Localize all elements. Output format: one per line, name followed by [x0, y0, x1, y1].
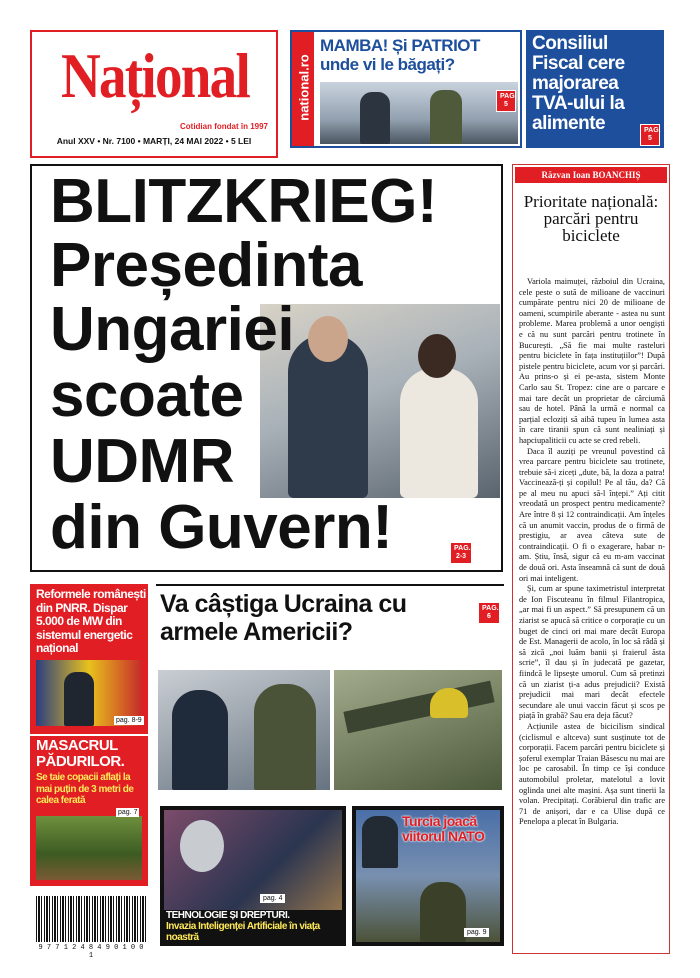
main-headline-line-5: UDMR [50, 427, 234, 496]
editorial-author: Răzvan Ioan BOANCHIȘ [541, 170, 641, 180]
person-zelensky [254, 684, 316, 790]
main-story-photo [260, 304, 500, 498]
main-headline-line-1: BLITZKRIEG! [50, 167, 438, 236]
tech-headline: TEHNOLOGIE ȘI DREPTURI. [166, 910, 290, 921]
side-paduri-headline: MASACRUL PĂDURILOR. [36, 737, 125, 770]
soldier-helmet [430, 688, 468, 718]
top-promo-page-badge[interactable]: PAG. 5 [496, 90, 516, 112]
issue-line: Anul XXV • Nr. 7100 • MARȚI, 24 MAI 2022 • 5 LEI [56, 136, 252, 146]
side-story-pnrr[interactable] [30, 584, 148, 734]
turcia-headline: Turcia joacă viitorul NATO [402, 813, 485, 844]
side-label-strip [292, 32, 314, 146]
turcia-page[interactable]: pag. 9 [464, 928, 489, 937]
top-right-page-badge[interactable]: PAG. 5 [640, 124, 660, 146]
main-headline-line-2: Președinta [50, 231, 363, 300]
side-pnrr-page[interactable]: pag. 8-9 [116, 717, 142, 724]
ukraine-page-badge[interactable]: PAG. 6 [478, 602, 500, 624]
barcode-bars [36, 896, 146, 942]
editorial-author-bar [515, 167, 667, 183]
editorial-paragraph: Variola maimuței, războiul din Ucraina, cele peste o sută de milioane de vaccinuri cumpărate pentru nici 20 de milioane de oameni, scumpirile aberante - astea nu sunt probleme. Marea problemă a unor oengiști e că nu sunt parcări pentru trotinete în București. „Să fie mai multe rasteluri pentru biciclete în fața instituțiilor”! După pistele pentru biciclete, acum vor și parcări. Au prins-o și ei pe-asta, sistem Monte Carlo sau St. Tropez: cine are o parcare e mai tare decât un proprietar de cârciumă sau de hotel. Până la urmă e normal ca parțial ecloziți să aibă tupeu în lumea asta în care tiranii spun că sunt nealiniați și hapciupaliticii cu acte se cred rebeli. [519, 277, 665, 445]
main-story-page-badge[interactable]: PAG. 2-3 [450, 542, 472, 564]
side-paduri-subhead: Se taie copacii aflați la mai puțin de 3 metri de calea ferată [36, 772, 134, 806]
launcher-shape [343, 681, 494, 734]
main-headline-line-4: scoate [50, 361, 244, 430]
tech-subhead: Invazia Inteligenței Artificiale în viața noastră [166, 921, 320, 943]
person-silhouette-2 [430, 90, 462, 144]
tech-page[interactable]: pag. 4 [260, 894, 285, 903]
tech-story[interactable] [160, 806, 346, 946]
barcode [36, 896, 146, 960]
editorial-paragraph: Și, cum ar spune taximetristul interpretat de Ion Fiscuteanu în filmul Filantropica, „ar mai fi un aspect.” Să presupunem că un ziarist se apucă să critice o corporație cu un buget de cinci ori mai mare decât Europa de Est. Managerii de acolo, în loc să râdă și să zică „noi luăm banii și fraierul ăsta scrie”, îl dau și în judecată pe gazetar, fiindcă le lipsește umorul. Cum să pretinzi că un ziarist ți-a adus prejudicii? Există prejudicii mai mari decât efectele secundare ale unui vaccin făcut și scos pe piață în grabă? Sau era deja făcut? [519, 584, 665, 721]
person-silhouette [64, 672, 94, 726]
main-headline-line-6: din Guvern! [50, 493, 393, 562]
side-story-paduri[interactable] [30, 736, 148, 886]
top-right-headline: Consiliul Fiscal cere majorarea TVA-ului la alimente [532, 33, 625, 134]
person-woman [400, 368, 478, 498]
masthead-logo: Național [60, 40, 250, 111]
main-headline-line-3: Ungariei [50, 295, 295, 364]
barcode-digits: 9 7 7 1 2 4 8 4 9 0 1 0 0 1 [38, 944, 144, 960]
person-biden [172, 690, 228, 790]
editorial-paragraph: Acțiunile astea de bicicilism sindical (ciclismul e altceva) sunt susținute tot de corporații. Facem parcări pentru biciclete și șoferul exemplar Traian Băsescu nu mai are loc pe carosabil. În timp ce își conduce automobilul proletar, matelotul a lovit oglinda unei alte mașini. Așa sunt tinerii la volan. Precipitați. Corăbierul din trafic are 71 de anișori, dar e ca Ulise după ce Penelopa a plecat în Bulgaria. [519, 721, 665, 827]
person-silhouette-1 [360, 92, 390, 144]
main-story[interactable] [30, 164, 503, 572]
side-paduri-page[interactable]: pag. 7 [118, 809, 138, 816]
side-label: national.ro [296, 54, 312, 121]
ukraine-headline: Va câștiga Ucraina cu armele Americii? [160, 590, 407, 646]
soldier-silhouette [420, 882, 466, 942]
editorial-paragraph: Daca îl auziți pe vreunul povestind că vrea parcare pentru biciclete sau trotinete, trebuie să-i ziceți „dute, bă, la doza a patra! Vaccinează-ți și copilul! Pe al tău, da? Că pe al meu nu apuci să-l înțepi.” Ați citit vreodată un prospect pentru medicamente? Are între 8 și 12 contraindicații. Am înțeles că un anumit vaccin, produs de o firmă de prestigiu, ar avea câteva sute de contraindicații. O fi o exagerare, habar n-am. Știu, însă, sigur că eu m-am vaccinat de două ori. Asta înseamnă că sunt de două ori mai inteligent. [519, 446, 665, 583]
editorial-column [512, 164, 670, 954]
top-promo-headline: MAMBA! Și PATRIOT unde vi le băgați? [320, 36, 480, 74]
side-paduri-photo [36, 816, 142, 880]
editorial-title: Prioritate națională: parcări pentru biciclete [523, 192, 659, 245]
person-woman-head [418, 334, 456, 378]
top-promo-photo [320, 82, 518, 144]
top-promo[interactable] [290, 30, 522, 148]
masthead [30, 30, 278, 158]
side-pnrr-headline: Reformele românești din PNRR. Dispar 5.000 de MW din sistemul energetic național [36, 587, 146, 655]
ukraine-story[interactable] [156, 584, 504, 792]
turcia-story[interactable] [352, 806, 504, 946]
tech-photo [164, 810, 342, 910]
ukraine-photo-soldier [334, 670, 502, 790]
robot-head [180, 820, 224, 872]
editorial-body [519, 277, 665, 951]
person-erdogan [362, 816, 398, 868]
ukraine-photo-leaders [158, 670, 330, 790]
person-man-head [308, 316, 348, 362]
top-right-story[interactable] [526, 30, 664, 148]
masthead-tagline: Cotidian fondat în 1997 [179, 122, 268, 131]
